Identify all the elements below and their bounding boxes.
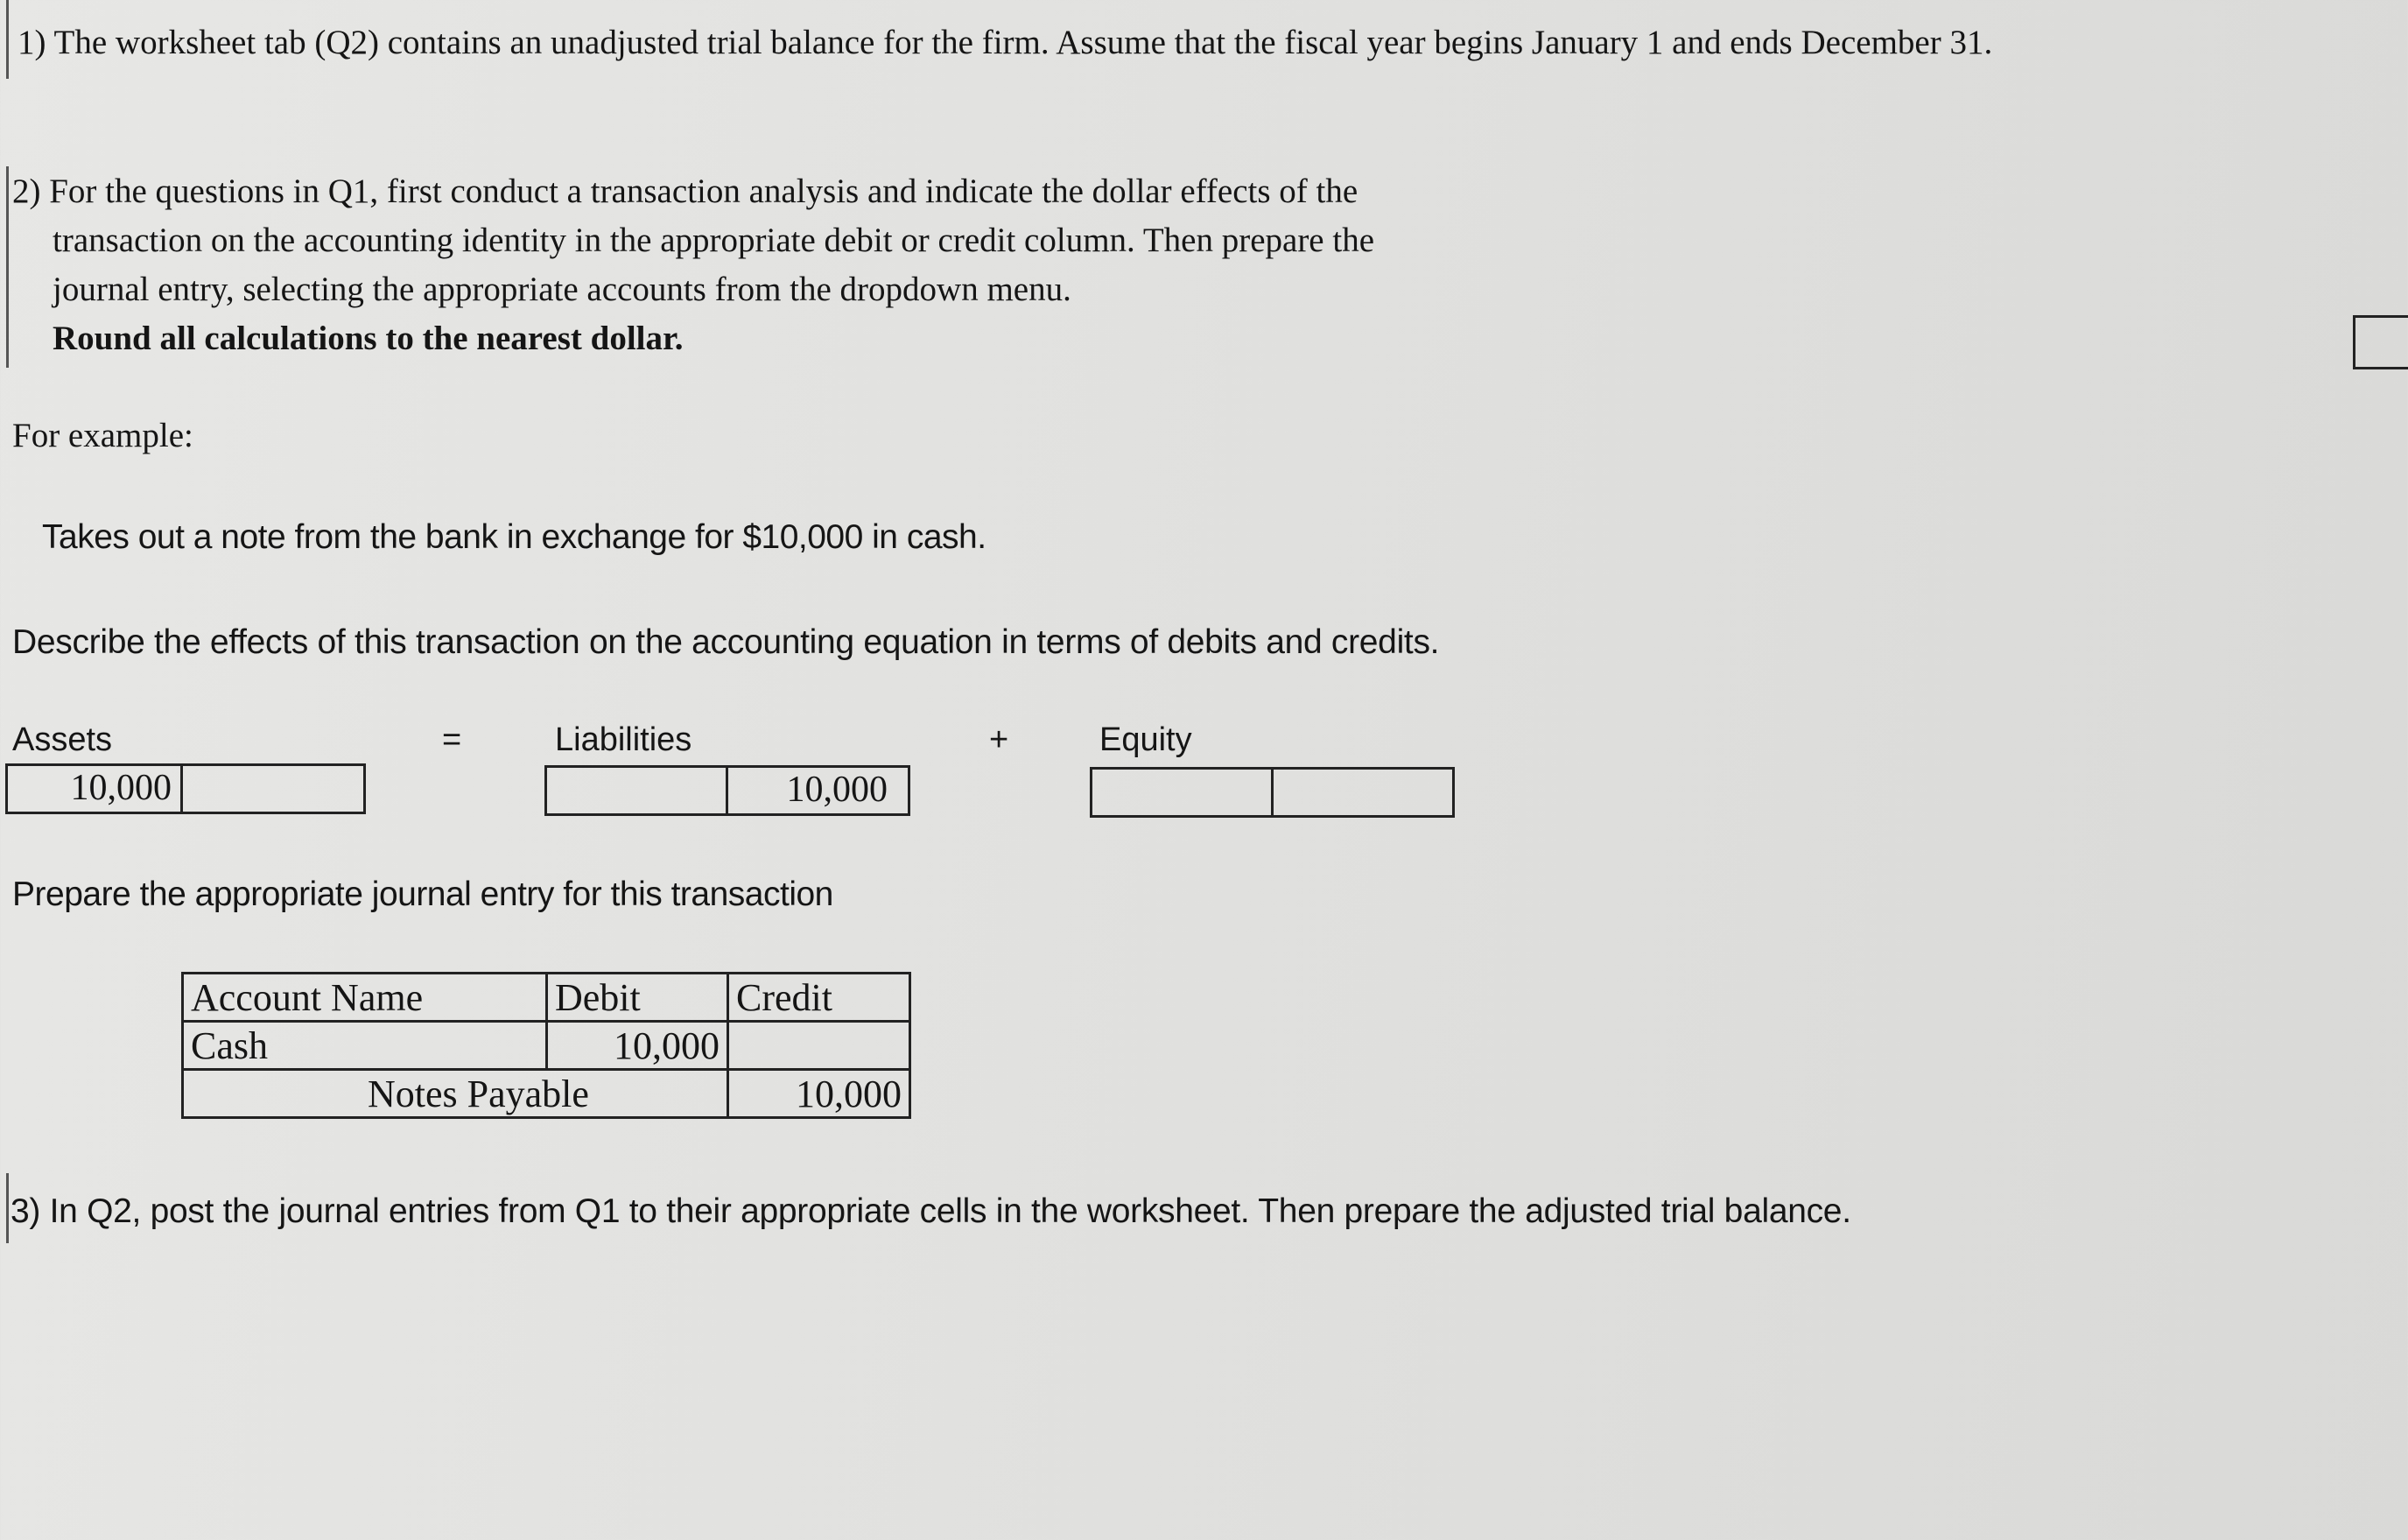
header-account-name: Account Name: [183, 974, 547, 1022]
liabilities-label: Liabilities: [555, 721, 692, 758]
journal-account-cell[interactable]: Notes Payable: [183, 1070, 728, 1118]
left-rule: [6, 0, 9, 79]
journal-credit-cell[interactable]: [728, 1022, 910, 1070]
journal-row: [183, 1070, 910, 1118]
cell-divider: [726, 765, 728, 816]
journal-row: [183, 1022, 910, 1070]
left-rule: [6, 1173, 9, 1243]
q1-instruction: 1) The worksheet tab (Q2) contains an unadjusted trial balance for the firm. Assume that the fiscal year begins January 1 and ends December 31.: [18, 24, 1993, 61]
journal-header-row: [183, 974, 910, 1022]
plus-sign: +: [989, 721, 1009, 758]
q2-line-2: transaction on the accounting identity in the appropriate debit or credit column. Then prepare the: [53, 222, 1375, 259]
left-rule: [6, 166, 9, 368]
example-label: For example:: [12, 417, 193, 454]
equity-label: Equity: [1099, 721, 1192, 758]
q3-instruction: 3) In Q2, post the journal entries from Q1 to their appropriate cells in the worksheet. Then prepare the adjusted trial balance.: [11, 1192, 1851, 1230]
describe-instruction: Describe the effects of this transaction on the accounting equation in terms of debits and credits.: [12, 623, 1440, 661]
assets-debit-cell[interactable]: 10,000: [70, 768, 172, 808]
journal-prompt: Prepare the appropriate journal entry for this transaction: [12, 875, 833, 913]
journal-credit-cell[interactable]: 10,000: [728, 1070, 910, 1118]
header-credit: Credit: [728, 974, 910, 1022]
example-transaction: Takes out a note from the bank in exchange for $10,000 in cash.: [42, 518, 986, 556]
q2-line-3: journal entry, selecting the appropriate accounts from the dropdown menu.: [53, 271, 1071, 308]
journal-account-cell[interactable]: Cash: [183, 1022, 547, 1070]
q2-line-1: 2) For the questions in Q1, first conduct a transaction analysis and indicate the dollar effects of the: [12, 172, 1358, 210]
liabilities-credit-cell[interactable]: 10,000: [786, 770, 888, 810]
q2-rounding-note: Round all calculations to the nearest dollar.: [53, 320, 684, 357]
equals-sign: =: [442, 721, 462, 758]
offscreen-cell[interactable]: [2353, 315, 2408, 369]
journal-entry-table: [181, 972, 911, 1119]
header-debit: Debit: [547, 974, 728, 1022]
cell-divider: [1271, 767, 1274, 818]
journal-debit-cell[interactable]: 10,000: [547, 1022, 728, 1070]
cell-divider: [180, 763, 183, 814]
assets-label: Assets: [12, 721, 113, 758]
